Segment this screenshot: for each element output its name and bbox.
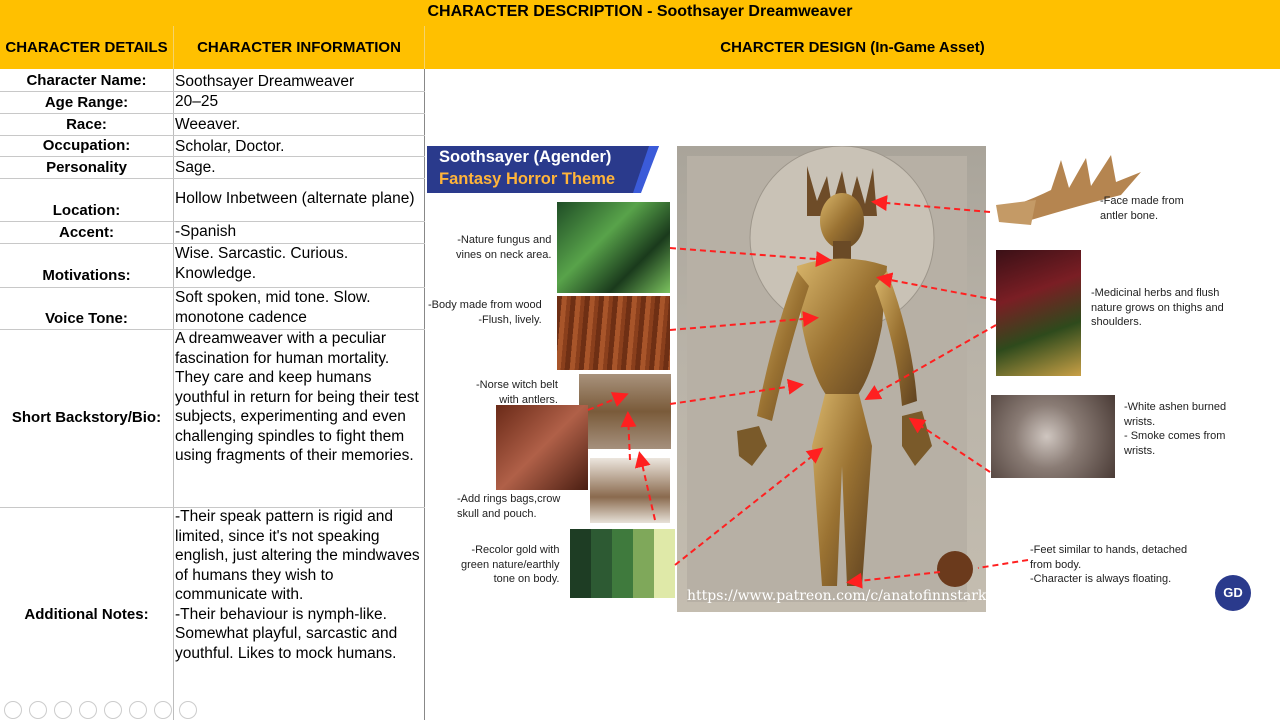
- more-icon[interactable]: [179, 701, 197, 719]
- note-face: -Face made from antler bone.: [1100, 195, 1184, 222]
- camera-icon[interactable]: [154, 701, 172, 719]
- watermark-text: https://www.patreon.com/c/anatofinnstark: [687, 588, 986, 604]
- pen-icon[interactable]: [54, 701, 72, 719]
- palette-swatch: [612, 529, 633, 598]
- note-rings: -Add rings bags,crow skull and pouch.: [457, 493, 561, 520]
- pouch-reference-image: [496, 405, 588, 490]
- herbs-reference-image: [996, 250, 1081, 376]
- note-belt: -Norse witch belt with antlers.: [476, 379, 558, 406]
- label-age-range: Age Range:: [44, 94, 129, 111]
- copy-icon[interactable]: [79, 701, 97, 719]
- value-backstory: A dreamweaver with a peculiar fascination for human mortality. They care and keep humans youthful in return for being their test subjects, experimenting and even challenging spindles to fight them using fragments of their memories.: [175, 330, 419, 464]
- label-race: Race:: [66, 116, 107, 133]
- value-accent: -Spanish: [175, 223, 237, 240]
- label-location: Location:: [52, 202, 121, 219]
- note-gold: -Recolor gold with green nature/earthly tone on body.: [461, 544, 560, 585]
- label-accent: Accent:: [58, 224, 114, 241]
- label-personality: Personality: [46, 159, 127, 176]
- header-character-design: CHARCTER DESIGN (In-Game Asset): [425, 26, 1280, 69]
- zoom-icon[interactable]: [104, 701, 122, 719]
- subtitles-icon[interactable]: [129, 701, 147, 719]
- studio-logo: GD: [1215, 575, 1251, 611]
- banner-subtitle: Fantasy Horror Theme: [439, 170, 616, 188]
- belt-reference-image: [579, 374, 671, 449]
- note-wrists: -White ashen burned wrists. - Smoke comes from wrists.: [1124, 401, 1227, 457]
- palette-swatch: [654, 529, 675, 598]
- value-voice-tone: Soft spoken, mid tone. Slow. monotone cadence: [175, 289, 371, 326]
- value-age-range: 20–25: [175, 93, 219, 110]
- header-character-information: CHARACTER INFORMATION: [174, 26, 424, 69]
- previous-slide-icon[interactable]: [4, 701, 22, 719]
- note-fungus: -Nature fungus and vines on neck area.: [456, 234, 552, 261]
- next-slide-icon[interactable]: [29, 701, 47, 719]
- header-character-details: CHARACTER DETAILS: [0, 26, 173, 69]
- value-race: Weeaver.: [175, 116, 241, 133]
- palette-swatch: [633, 529, 654, 598]
- value-motivations: Wise. Sarcastic. Curious. Knowledge.: [175, 245, 349, 282]
- palette-swatch: [591, 529, 612, 598]
- palette-swatch: [570, 529, 591, 598]
- value-occupation: Scholar, Doctor.: [175, 138, 285, 155]
- label-additional-notes: Additional Notes:: [24, 606, 149, 623]
- note-herbs: -Medicinal herbs and flush nature grows on thighs and shoulders.: [1091, 287, 1224, 328]
- note-feet: -Feet similar to hands, detached from body. -Character is always floating.: [1030, 544, 1188, 585]
- title-banner: [427, 146, 659, 193]
- fungus-reference-image: [557, 202, 670, 293]
- value-additional-notes: -Their speak pattern is rigid and limited, since it's not speaking english, just altering the mindwaves of humans they wish to communicate with. -Their behaviour is nymph-like. Somewhat playful, sarcastic and youthful. Likes to mock humans.: [175, 508, 420, 662]
- value-location: Hollow Inbetween (alternate plane): [175, 190, 415, 207]
- character-render: [677, 146, 986, 612]
- rings-reference-image: [590, 458, 670, 523]
- label-voice-tone: Voice Tone:: [45, 310, 128, 327]
- document-title: CHARACTER DESCRIPTION - Soothsayer Dreamweaver: [0, 0, 1280, 26]
- label-character-name: Character Name:: [26, 72, 147, 89]
- value-personality: Sage.: [175, 159, 216, 176]
- banner-title: Soothsayer (Agender): [439, 148, 612, 166]
- color-palette: [570, 529, 675, 598]
- note-wood: -Body made from wood -Flush, lively.: [428, 299, 542, 326]
- value-character-name: Soothsayer Dreamweaver: [175, 73, 355, 90]
- label-motivations: Motivations:: [42, 267, 131, 284]
- smoke-reference-image: [991, 395, 1115, 478]
- label-occupation: Occupation:: [42, 137, 131, 154]
- wood-reference-image: [557, 296, 670, 370]
- label-backstory: Short Backstory/Bio:: [11, 409, 162, 426]
